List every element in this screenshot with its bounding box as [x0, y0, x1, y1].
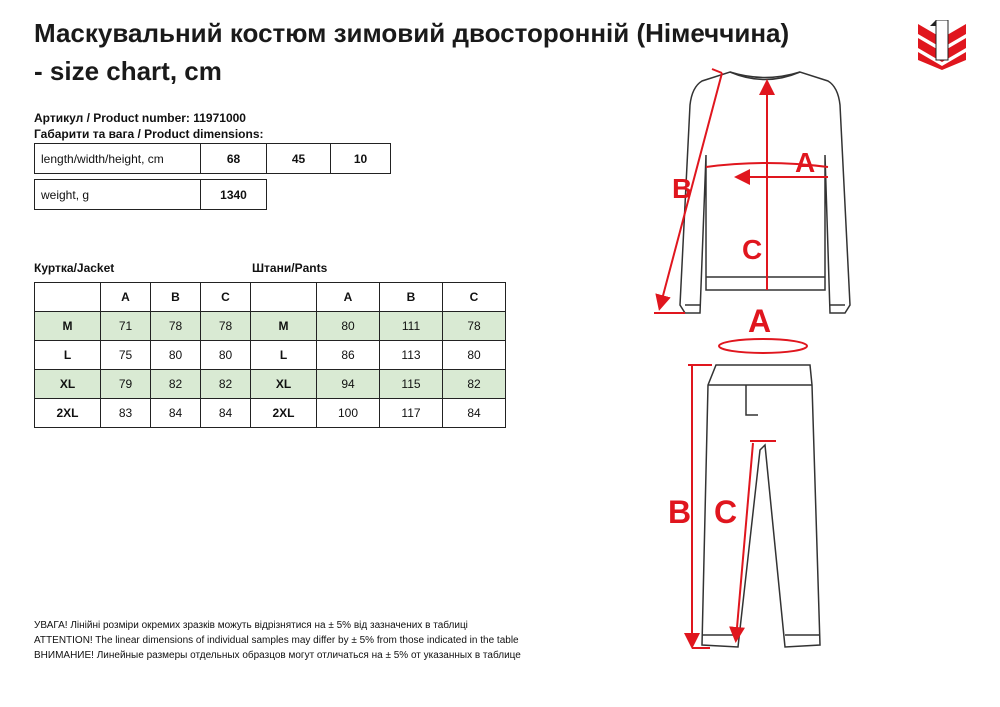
jacket-c: 84 [201, 399, 251, 428]
jacket-c: 82 [201, 370, 251, 399]
article-number: Артикул / Product number: 11971000 [34, 111, 246, 125]
header-empty-pants [251, 283, 317, 312]
pants-c: 82 [443, 370, 506, 399]
header-pants-c: C [443, 283, 506, 312]
jacket-label-a: A [795, 147, 816, 178]
header-jacket-c: C [201, 283, 251, 312]
weight-value: 1340 [201, 180, 267, 210]
pants-b: 111 [380, 312, 443, 341]
pants-label-a: A [748, 303, 772, 339]
jacket-b: 80 [151, 341, 201, 370]
jacket-size: 2XL [35, 399, 101, 428]
header-jacket-a: A [101, 283, 151, 312]
size-table [34, 282, 506, 428]
jacket-size: L [35, 341, 101, 370]
pants-b: 117 [380, 399, 443, 428]
dimensions-label: length/width/height, cm [35, 144, 201, 174]
pants-size: XL [251, 370, 317, 399]
pants-size: M [251, 312, 317, 341]
pants-a: 94 [317, 370, 380, 399]
pants-size: 2XL [251, 399, 317, 428]
weight-label: weight, g [35, 180, 201, 210]
dimensions-table [34, 143, 391, 174]
weight-table [34, 179, 267, 210]
jacket-a: 83 [101, 399, 151, 428]
pants-section-label: Штани/Pants [252, 261, 328, 275]
jacket-c: 78 [201, 312, 251, 341]
jacket-a: 71 [101, 312, 151, 341]
diagram-labels [668, 147, 815, 530]
pants-size: L [251, 341, 317, 370]
jacket-b: 78 [151, 312, 201, 341]
jacket-b: 82 [151, 370, 201, 399]
size-row-2xl [35, 399, 506, 428]
pants-b: 115 [380, 370, 443, 399]
jacket-outline [680, 72, 850, 313]
jacket-b: 84 [151, 399, 201, 428]
pants-a: 80 [317, 312, 380, 341]
jacket-size: M [35, 312, 101, 341]
measurement-diagram [640, 55, 860, 660]
note-ukrainian: УВАГА! Лінійні розміри окремих зразків можуть відрізнятися на ± 5% від зазначених в таблиці [34, 620, 468, 631]
note-russian: ВНИМАНИЕ! Линейные размеры отдельных образцов могут отличаться на ± 5% от указанных в таблице [34, 650, 521, 661]
dimension-height: 10 [331, 144, 391, 174]
size-row-m [35, 312, 506, 341]
size-row-l [35, 341, 506, 370]
title-line-2: - size chart, cm [34, 56, 222, 86]
pants-a: 86 [317, 341, 380, 370]
jacket-a: 75 [101, 341, 151, 370]
jacket-size: XL [35, 370, 101, 399]
pants-c: 84 [443, 399, 506, 428]
jacket-c: 80 [201, 341, 251, 370]
pants-c: 78 [443, 312, 506, 341]
pants-label-c: C [714, 494, 738, 530]
header-jacket-b: B [151, 283, 201, 312]
dimension-width: 45 [267, 144, 331, 174]
header-empty-jacket [35, 283, 101, 312]
jacket-label-c: C [742, 234, 763, 265]
jacket-section-label: Куртка/Jacket [34, 261, 115, 275]
dimension-length: 68 [201, 144, 267, 174]
pants-a: 100 [317, 399, 380, 428]
size-row-xl [35, 370, 506, 399]
dimensions-heading: Габарити та вага / Product dimensions: [34, 127, 264, 141]
disclaimer-notes [34, 618, 521, 663]
brand-chevron-logo [916, 20, 968, 70]
dimensions-row [35, 144, 391, 174]
jacket-label-b: B [672, 173, 693, 204]
jacket-a: 79 [101, 370, 151, 399]
title-line-1: Маскувальний костюм зимовий двосторонній (Німеччина) [34, 18, 790, 48]
header-pants-a: A [317, 283, 380, 312]
weight-row [35, 180, 267, 210]
pants-b: 113 [380, 341, 443, 370]
size-table-header [35, 283, 506, 312]
pants-label-b: B [668, 494, 692, 530]
note-english: ATTENTION! The linear dimensions of individual samples may differ by ± 5% from those indicated in the table [34, 635, 519, 646]
pants-c: 80 [443, 341, 506, 370]
header-pants-b: B [380, 283, 443, 312]
